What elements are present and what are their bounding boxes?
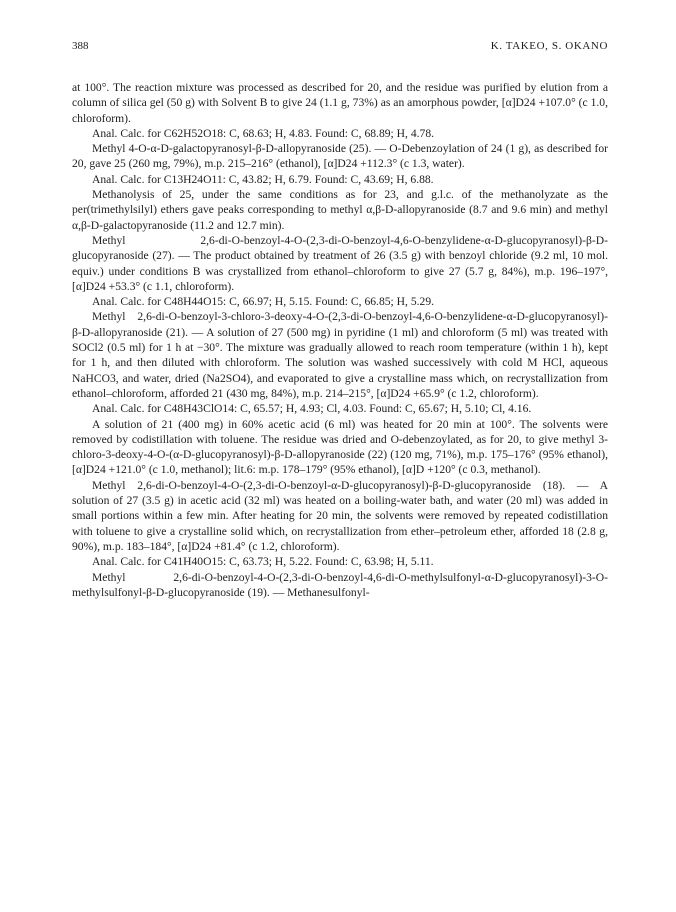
article-body xyxy=(72,80,608,600)
compound-paragraph: Methyl 2,6-di-O-benzoyl-4-O-(2,3-di-O-benzoyl-α-D-glucopyranosyl)-β-D-glucopyranoside (18). — A solution of 27 (3.5 g) in acetic acid (32 ml) was heated on a boiling-water bath, and water (20 ml) was added in small portions within a few min. After heating for 20 min, the solvents were removed by repeated codistillation with toluene to give a crystalline solid which, on recrystallization from ether–petroleum ether, afforded 18 (2.8 g, 90%), m.p. 183–184°, [α]D24 +81.4° (c 1.2, chloroform). xyxy=(72,478,608,553)
analysis-line: Anal. Calc. for C13H24O11: C, 43.82; H, 6.79. Found: C, 43.69; H, 6.88. xyxy=(92,172,434,186)
paragraph: Methanolysis of 25, under the same conditions as for 23, and g.l.c. of the methanolyzate as the per(trimethylsilyl) ethers gave peaks corresponding to methyl α,β-D-allopyranoside (8.7 and 9.6 min) and methyl α,β-D-galactopyranoside (11.2 and 12.7 min). xyxy=(72,188,608,232)
analysis-line: Anal. Calc. for C41H40O15: C, 63.73; H, 5.22. Found: C, 63.98; H, 5.11. xyxy=(92,555,434,569)
running-head-authors: K. TAKEO, S. OKANO xyxy=(490,40,608,52)
compound-paragraph: Methyl 2,6-di-O-benzoyl-3-chloro-3-deoxy-4-O-(2,3-di-O-benzoyl-4,6-O-benzylidene-α-D-glucopyranosyl)-β-D-allopyranoside (21). — A solution of 27 (500 mg) in pyridine (1 ml) and chloroform (5 ml) was treated with SOCl2 (0.5 ml) for 1 h at −30°. The mixture was gradually allowed to reach room temperature (within 1 h), kept for 1 h, and then diluted with chloroform. The solution was washed successively with cold M HCl, aqueous NaHCO3, and water, dried (Na2SO4), and evaporated to give a crystalline mass which, on recrystallization from ethanol–chloroform, afforded 21 (430 mg, 84%), m.p. 214–215°, [α]D24 +65.9° (c 1.2, chloroform). xyxy=(72,310,608,400)
compound-paragraph: Methyl 2,6-di-O-benzoyl-4-O-(2,3-di-O-benzoyl-4,6-di-O-methylsulfonyl-α-D-glucopyranosyl)-3-O-methylsulfonyl-β-D-glucopyranoside (19). — Methanesulfonyl- xyxy=(72,570,608,599)
analysis-line: Anal. Calc. for C48H44O15: C, 66.97; H, 5.15. Found: C, 66.85; H, 5.29. xyxy=(92,295,435,309)
analysis-line: Anal. Calc. for C48H43ClO14: C, 65.57; H, 4.93; Cl, 4.03. Found: C, 65.67; H, 5.10; Cl, 4.16. xyxy=(92,402,532,416)
compound-paragraph: Methyl 4-O-α-D-galactopyranosyl-β-D-allopyranoside (25). — O-Debenzoylation of 24 (1 g), as described for 20, gave 25 (260 mg, 79%), m.p. 215–216° (ethanol), [α]D24 +112.3° (c 1.3, water). xyxy=(72,142,608,171)
paragraph: at 100°. The reaction mixture was processed as described for 20, and the residue was purified by elution from a column of silica gel (50 g) with Solvent B to give 24 (1.1 g, 73%) as an amorphous powder, [α]D24 +107.0° (c 1.0, chloroform). xyxy=(72,81,608,125)
page-number: 388 xyxy=(72,40,89,52)
page-header xyxy=(72,40,608,56)
analysis-line: Anal. Calc. for C62H52O18: C, 68.63; H, 4.83. Found: C, 68.89; H, 4.78. xyxy=(92,126,435,140)
paragraph: A solution of 21 (400 mg) in 60% acetic acid (6 ml) was heated for 20 min at 100°. The solvents were removed by codistillation with toluene. The residue was dried and O-debenzoylated, as for 20, to give methyl 3-chloro-3-deoxy-4-O-(α-D-glucopyranosyl)-β-D-allopyranoside (22) (120 mg, 71%), m.p. 175–176° (95% ethanol), [α]D24 +121.0° (c 1.0, methanol); lit.6: m.p. 178–179° (95% ethanol), [α]D +120° (c 0.3, methanol). xyxy=(72,417,608,477)
compound-paragraph: Methyl 2,6-di-O-benzoyl-4-O-(2,3-di-O-benzoyl-4,6-O-benzylidene-α-D-glucopyranosyl)-β-D-glucopyranoside (27). — The product obtained by treatment of 26 (3.5 g) with benzoyl chloride (9.2 ml, 10 mol. equiv.) under conditions B was crystallized from ethanol–chloroform to give 27 (5.7 g, 84%), m.p. 196–197°, [α]D24 +53.3° (c 1.1, chloroform). xyxy=(72,233,608,293)
